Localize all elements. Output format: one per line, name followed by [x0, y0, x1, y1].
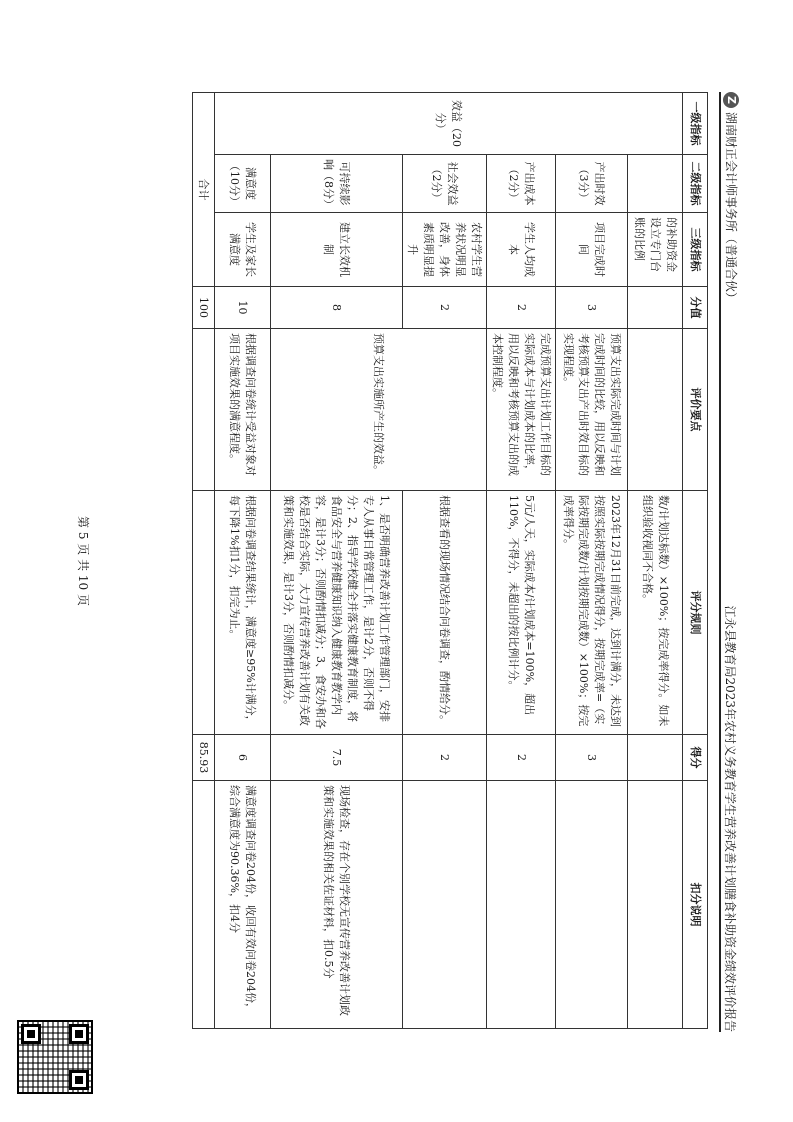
cell-l2: 社会效益（2分） — [402, 155, 487, 213]
header-rule — [719, 92, 721, 1032]
cell-l3: 的补助资金设立专门台账的比例 — [628, 213, 683, 287]
col-header-got: 得分 — [683, 735, 708, 781]
cell-got-empty — [628, 735, 683, 781]
cell-point: 预算支出实际完成时间与计划完成时间的比较，用以反映和考核预算支出产出时效目标的实现程度。 — [556, 329, 628, 491]
table-row — [214, 93, 270, 1029]
col-header-rule: 评分规则 — [683, 491, 708, 735]
cell-point-empty — [628, 329, 683, 491]
cell-deduct: 满意度调查问卷204份，收回有效问卷204份，综合满意度为90.36%，扣4分 — [214, 781, 270, 1029]
cell-got: 2 — [402, 735, 487, 781]
cell-point: 完成预算支出计划工作目标的实际成本与计划成本的比率，用以反映和考核预算支出的成本控制程度。 — [487, 329, 556, 491]
cell-got: 6 — [214, 735, 270, 781]
cell-l3: 农村学生营养状况明显改善，身体素质明显提升 — [402, 213, 487, 287]
cell-score: 10 — [214, 287, 270, 329]
cell-l3: 建立长效机制 — [270, 213, 402, 287]
cell-score: 2 — [487, 287, 556, 329]
cell-deduct: 现场检查，存在个别学校无宣传营养改善计划政策和实施效果的相关佐证材料，扣0.5分 — [270, 781, 402, 1029]
col-header-points: 评价要点 — [683, 329, 708, 491]
cell-got: 3 — [556, 735, 628, 781]
table-row — [487, 93, 556, 1029]
cell-l2: 产出时效（3分） — [556, 155, 628, 213]
cell-rule: 1、是否明确营养改善计划工作管理部门，安排专人从事日常管理工作，是计2分，否则不得分；2、指导学校健全并落实健康教育制度，将食品安全与营养健康知识纳入健康教育教学内容，是计3分；否则酌情扣减分；3、食安办和各校是否结合实际，大力宣传营养改善计划有关政策和实施效果，是计3分，否则酌情扣减分。 — [270, 491, 402, 735]
cell-point-empty — [192, 329, 214, 491]
page-number: 第 5 页 共 10 页 — [76, 516, 90, 606]
table-row — [270, 93, 402, 1029]
total-got: 85.93 — [192, 735, 214, 781]
col-header-score: 分值 — [683, 287, 708, 329]
cell-rule: 根据问卷调查结果统计，满意度≥95%计满分，每下降1%扣1分，扣完为止。 — [214, 491, 270, 735]
cell-deduct-empty — [628, 781, 683, 1029]
firm-logo-icon: Z — [724, 92, 740, 108]
total-score: 100 — [192, 287, 214, 329]
cell-l3: 项目完成时间 — [556, 213, 628, 287]
cell-l2: 满意度（10分） — [214, 155, 270, 213]
cell-rule: 2023年12月31日前完成，达到计满分，未达到按照实际按期完成情况得分，按期完成率=（实际按期完成数/计划按期完成数）×100%；按完成率得分。 — [556, 491, 628, 735]
cell-score: 2 — [402, 287, 487, 329]
cell-point: 根据调查问卷统计受益对象对项目实施效果的满意程度。 — [214, 329, 270, 491]
col-header-l1: 一级指标 — [683, 93, 708, 155]
col-header-deduct: 扣分说明 — [683, 781, 708, 1029]
col-header-l2: 二级指标 — [683, 155, 708, 213]
cell-point: 预算支出实施所产生的效益。 — [270, 329, 487, 491]
cell-rule-empty — [192, 491, 214, 735]
cell-deduct-empty — [556, 781, 628, 1029]
total-row — [192, 93, 214, 1029]
evaluation-table — [192, 92, 708, 1029]
firm-name: 湖南财正会计师事务所（普通合伙） — [724, 112, 738, 305]
cell-got: 7.5 — [270, 735, 402, 781]
total-label: 合计 — [192, 93, 214, 287]
cell-got: 2 — [487, 735, 556, 781]
cell-l3: 学生及家长满意度 — [214, 213, 270, 287]
cell-score: 8 — [270, 287, 402, 329]
qr-code-icon — [17, 1020, 93, 1094]
report-title: 江永县教育局2023年农村义务教育学生营养改善计划膳食补助资金绩效评价报告 — [723, 605, 737, 1032]
cell-deduct-empty — [487, 781, 556, 1029]
qr-finder-icon — [69, 1070, 89, 1090]
qr-finder-icon — [69, 1024, 89, 1044]
cell-rule: 数/计划达标数）×100%；按完成率得分。如未组织验收视同不合格。 — [628, 491, 683, 735]
cell-rule: 根据查看的现场情况结合问卷调查，酌情给分。 — [402, 491, 487, 735]
cell-score: 3 — [556, 287, 628, 329]
cell-l3: 学生人均成本 — [487, 213, 556, 287]
cell-l2: 可持续影响（8分） — [270, 155, 402, 213]
qr-finder-icon — [21, 1024, 41, 1044]
table-header-row — [683, 93, 708, 1029]
col-header-l3: 三级指标 — [683, 213, 708, 287]
cell-l2: 产出成本（2分） — [487, 155, 556, 213]
cell-score-empty — [628, 287, 683, 329]
cell-deduct-empty — [402, 781, 487, 1029]
cell-l2-empty — [628, 155, 683, 213]
table-row — [556, 93, 628, 1029]
table-row — [402, 93, 487, 1029]
cell-rule: 5元/人天，实际成本/计划成本=100%，超出110%，不得分，未超出的按比例计分。 — [487, 491, 556, 735]
firm-header — [723, 92, 740, 304]
table-row — [628, 93, 683, 1029]
cell-l1: 效益（20分） — [214, 93, 682, 155]
cell-deduct-empty — [192, 781, 214, 1029]
